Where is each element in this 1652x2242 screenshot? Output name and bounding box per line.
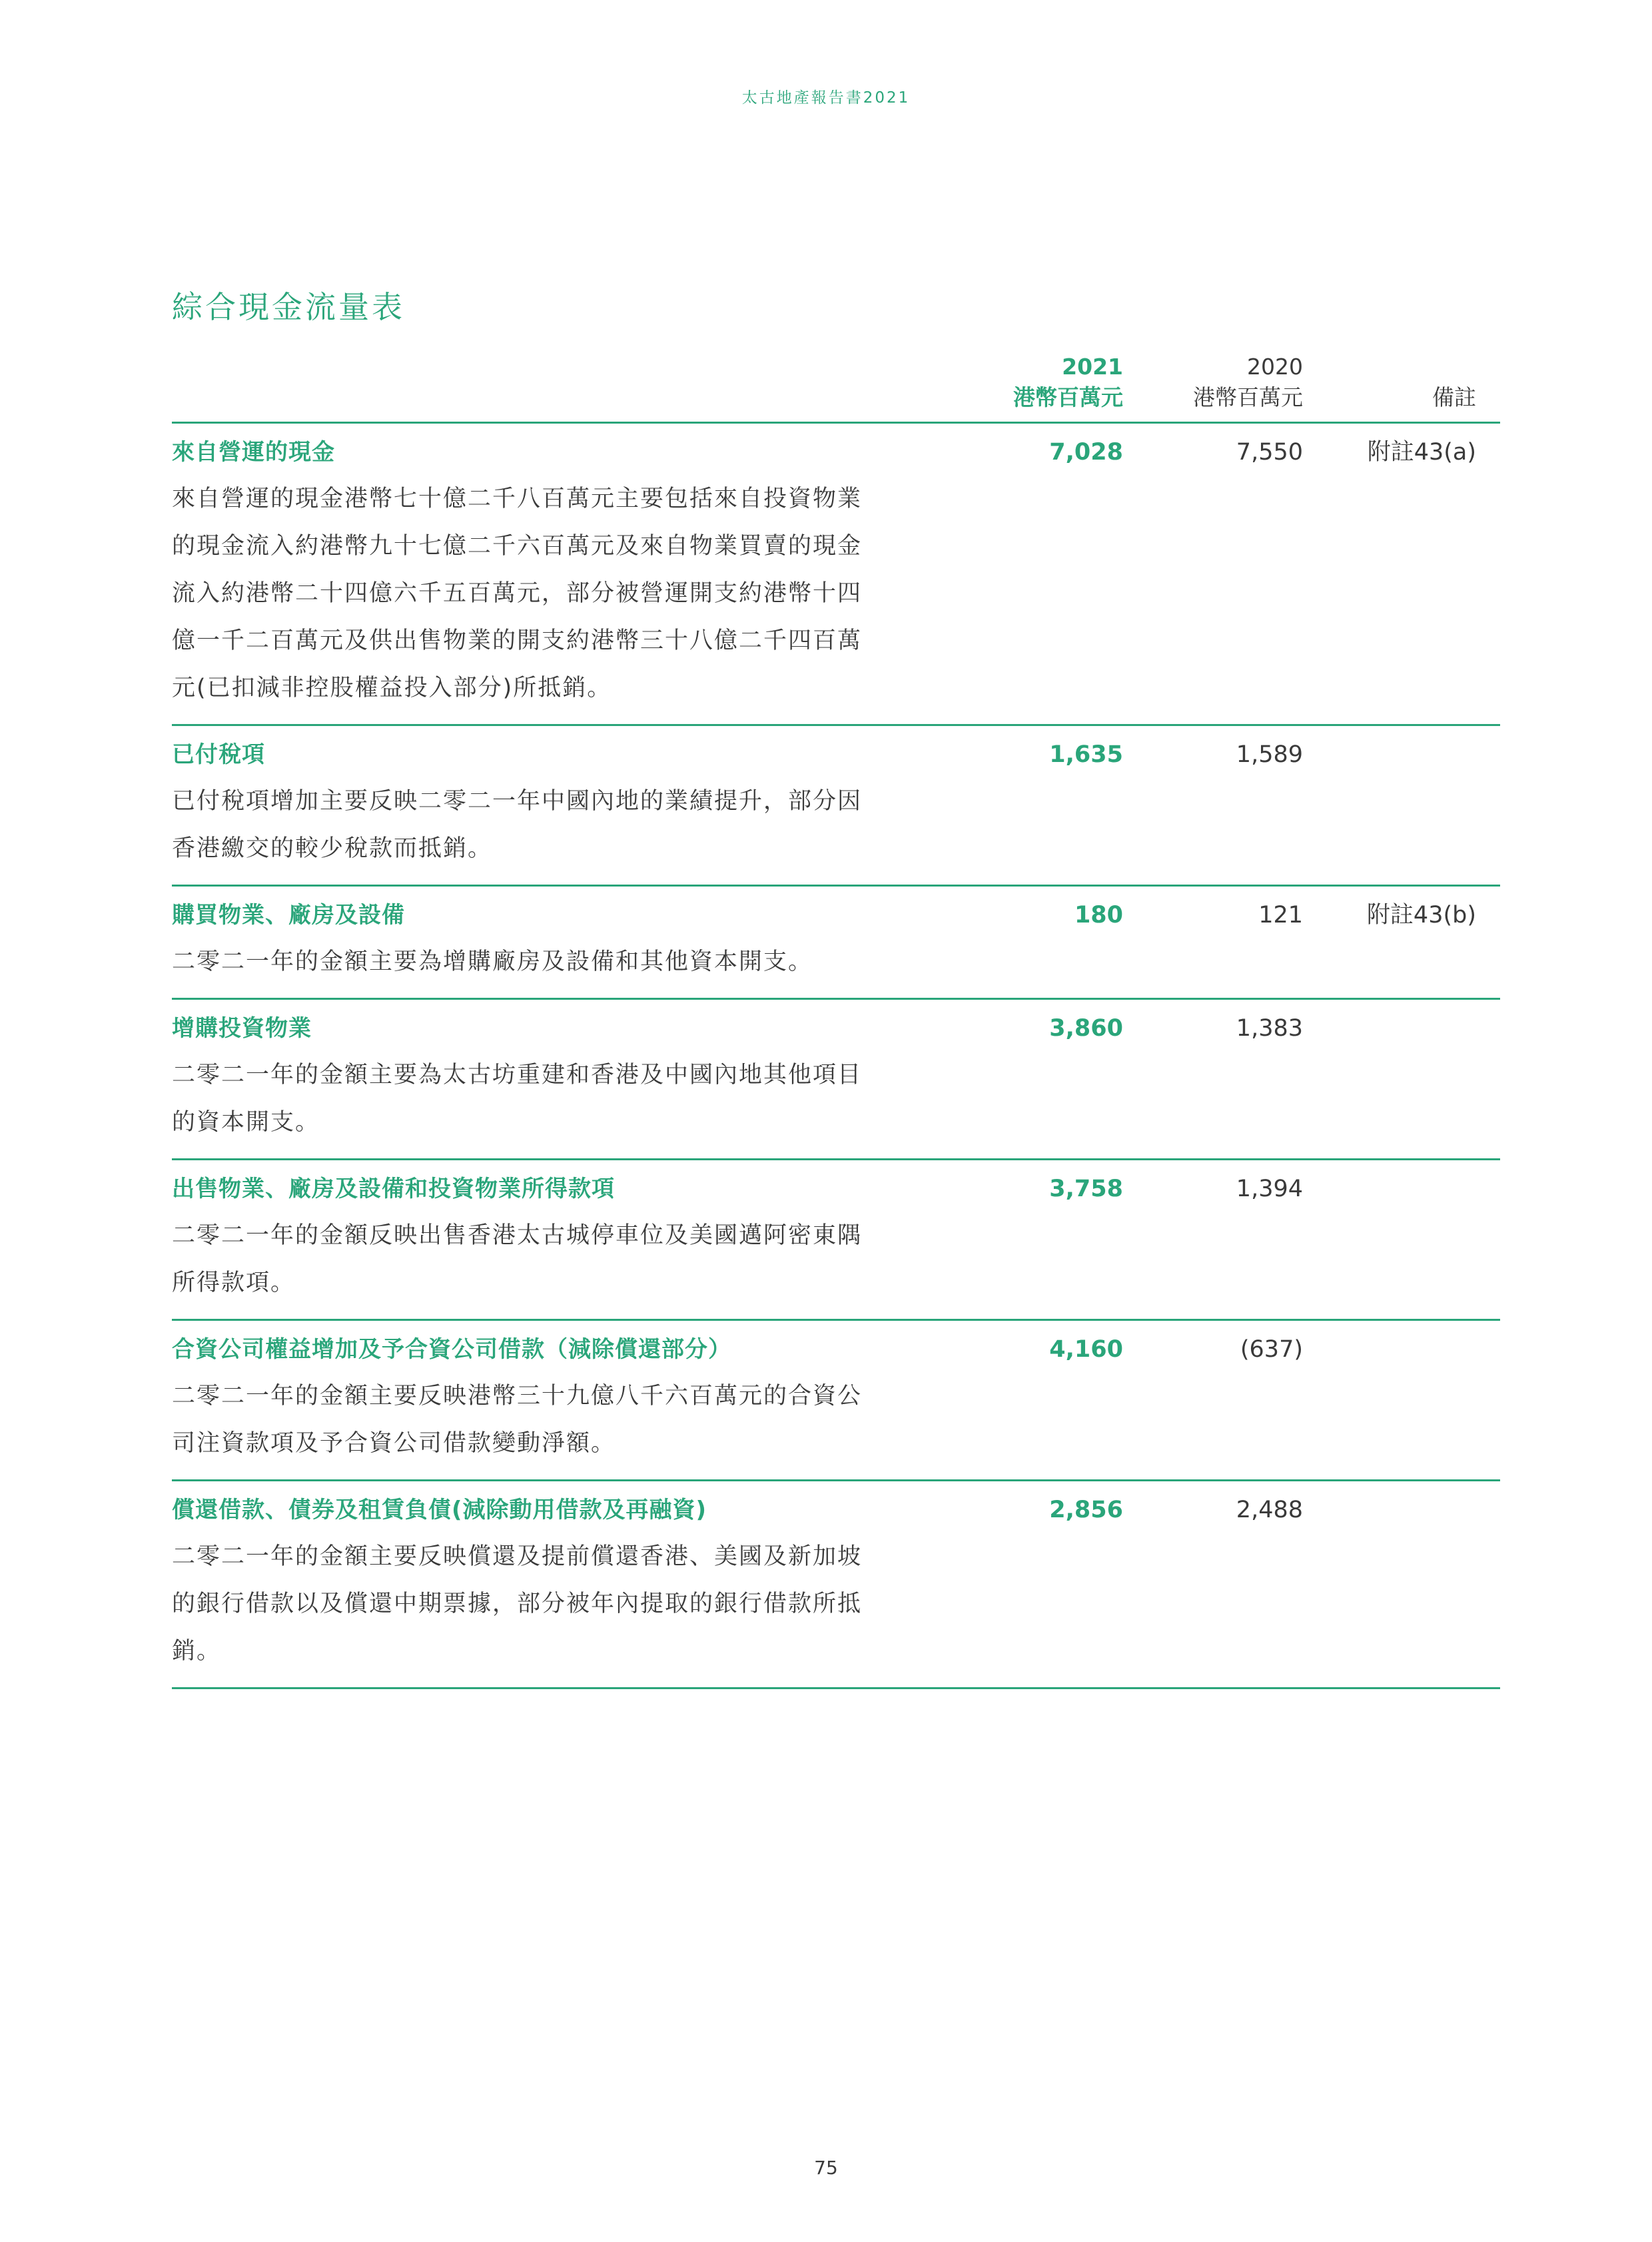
section-description: 已付稅項增加主要反映二零二一年中國內地的業績提升，部分因香港繳交的較少稅款而抵銷。	[172, 788, 863, 862]
column-header-row	[172, 346, 1500, 424]
section-description: 二零二一年的金額主要為太古坊重建和香港及中國內地其他項目的資本開支。	[172, 1062, 863, 1136]
cash-flow-table	[172, 346, 1500, 1689]
section-tax-paid	[172, 726, 1500, 887]
section-disposal-proceeds	[172, 1160, 1500, 1321]
value-2020: 7,550	[1236, 439, 1303, 466]
section-description: 二零二一年的金額主要為增購廠房及設備和其他資本開支。	[172, 948, 813, 975]
section-title: 增購投資物業	[172, 1015, 312, 1042]
section-additions-investment-properties	[172, 1000, 1500, 1160]
page-title: 綜合現金流量表	[172, 289, 405, 325]
value-2020: 2,488	[1236, 1497, 1303, 1523]
value-2020: 121	[1258, 902, 1303, 929]
section-purchase-ppe	[172, 887, 1500, 1000]
section-title: 已付稅項	[172, 741, 265, 768]
value-2021: 3,860	[1049, 1015, 1123, 1042]
value-2020: 1,589	[1236, 741, 1303, 768]
column-unit-2021: 港幣百萬元	[1013, 384, 1123, 410]
page-number: 75	[814, 2157, 838, 2179]
section-description: 二零二一年的金額主要反映償還及提前償還香港、美國及新加坡的銀行借款以及償還中期票據，部分被年內提取的銀行借款所抵銷。	[172, 1543, 863, 1665]
value-2020: (637)	[1240, 1336, 1303, 1363]
section-description: 來自營運的現金港幣七十億二千八百萬元主要包括來自投資物業的現金流入約港幣九十七億二千六百萬元及來自物業買賣的現金流入約港幣二十四億六千五百萬元，部分被營運開支約港幣十四億一千二百萬元及供出售物業的開支約港幣三十八億二千四百萬元(已扣減非控股權益投入部分)所抵銷。	[172, 486, 863, 701]
section-description: 二零二一年的金額反映出售香港太古城停車位及美國邁阿密東隅所得款項。	[172, 1222, 863, 1296]
running-header: 太古地產報告書2021	[741, 89, 911, 107]
section-title: 出售物業、廠房及設備和投資物業所得款項	[172, 1176, 615, 1202]
value-2021: 7,028	[1049, 439, 1123, 466]
value-2021: 180	[1074, 902, 1123, 929]
value-2021: 3,758	[1049, 1176, 1123, 1202]
section-title: 償還借款、債券及租賃負債(減除動用借款及再融資)	[172, 1497, 707, 1523]
column-header-2020	[1193, 352, 1303, 413]
column-year-2021: 2021	[1062, 354, 1123, 380]
value-2021: 4,160	[1049, 1336, 1123, 1363]
column-header-2021	[1013, 352, 1123, 413]
section-repayment-borrowings	[172, 1481, 1500, 1689]
value-2021: 1,635	[1049, 741, 1123, 768]
section-title: 來自營運的現金	[172, 439, 335, 466]
column-header-notes: 備註	[1432, 384, 1476, 410]
value-2020: 1,383	[1236, 1015, 1303, 1042]
column-unit-2020: 港幣百萬元	[1193, 384, 1303, 410]
note-reference: 附註43(a)	[1367, 439, 1476, 466]
value-2021: 2,856	[1049, 1497, 1123, 1523]
value-2020: 1,394	[1236, 1176, 1303, 1202]
section-joint-venture-investments	[172, 1321, 1500, 1481]
note-reference: 附註43(b)	[1366, 902, 1476, 929]
section-title: 購買物業、廠房及設備	[172, 902, 405, 929]
section-title: 合資公司權益增加及予合資公司借款（減除償還部分）	[172, 1336, 731, 1363]
section-description: 二零二一年的金額主要反映港幣三十九億八千六百萬元的合資公司注資款項及予合資公司借款變動淨額。	[172, 1383, 863, 1457]
section-cash-from-operations	[172, 424, 1500, 726]
column-year-2020: 2020	[1247, 354, 1303, 380]
